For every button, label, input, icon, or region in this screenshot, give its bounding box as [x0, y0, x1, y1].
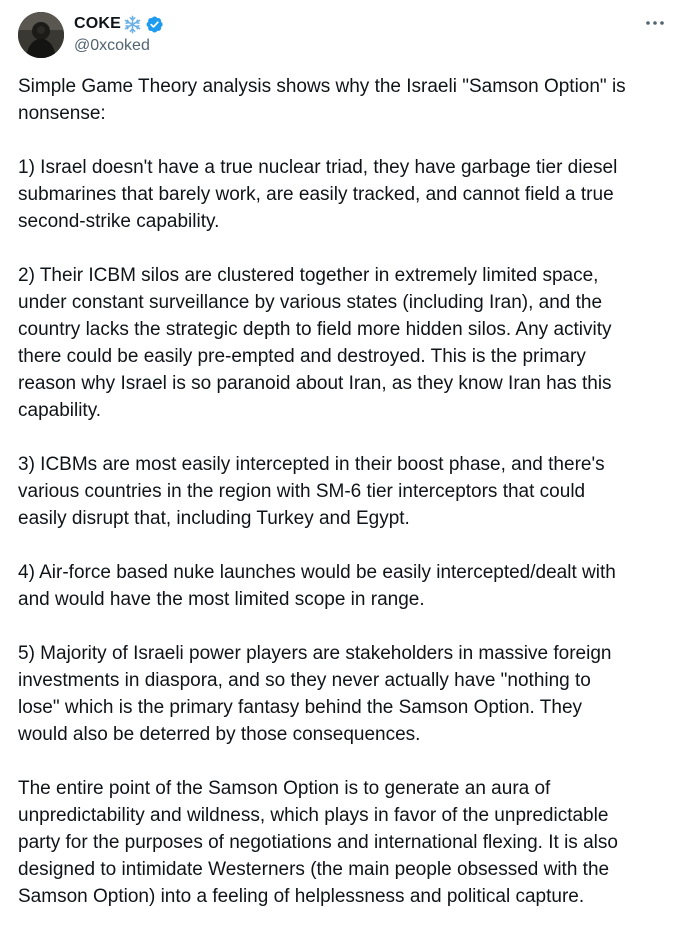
more-options-icon	[645, 20, 665, 26]
more-options-button[interactable]	[643, 14, 667, 32]
tweet-paragraph: Simple Game Theory analysis shows why the Israeli "Samson Option" is nonsense:	[18, 76, 626, 124]
tweet-paragraph: 1) Israel doesn't have a true nuclear triad, they have garbage tier diesel submarines that barely work, are easily tracked, and cannot field a true second-strike capability.	[18, 157, 618, 232]
tweet-paragraph: The entire point of the Samson Option is to generate an aura of unpredictability and wildness, which plays in favor of the unpredictable party for the purposes of negotiations and international flexing. It is also designed to intimidate Westerners (the main people obsessed with the Samson Option) into a feeling of helplessness and political capture.	[18, 778, 618, 907]
tweet-paragraph: 3) ICBMs are most easily intercepted in their boost phase, and there's various countries in the region with SM-6 tier interceptors that could easily disrupt that, including Turkey and Egypt.	[18, 454, 605, 529]
display-name[interactable]: COKE	[74, 15, 122, 32]
verified-badge-icon[interactable]	[145, 15, 164, 34]
avatar[interactable]	[18, 12, 64, 58]
tweet-paragraph: 2) Their ICBM silos are clustered together in extremely limited space, under constant surveillance by various states (including Iran), and the country lacks the strategic depth to field more hidden silos. Any activity there could be easily pre-empted and destroyed. This is the primary reason why Israel is so paranoid about Iran, as they know Iran has this capability.	[18, 265, 612, 421]
name-row	[74, 14, 164, 34]
tweet-paragraph: 5) Majority of Israeli power players are stakeholders in massive foreign investments in diaspora, and so they never actually have "nothing to lose" which is the primary fantasy behind the Samson Option. They would also be deterred by those consequences.	[18, 643, 612, 745]
avatar-image	[18, 12, 64, 58]
tweet-paragraph: 4) Air-force based nuke launches would be easily intercepted/dealt with and would have the most limited scope in range.	[18, 562, 616, 610]
snowflake-icon	[123, 15, 142, 34]
tweet-header	[18, 12, 673, 60]
user-handle[interactable]: @0xcoked	[74, 37, 150, 54]
tweet-text	[18, 73, 670, 910]
